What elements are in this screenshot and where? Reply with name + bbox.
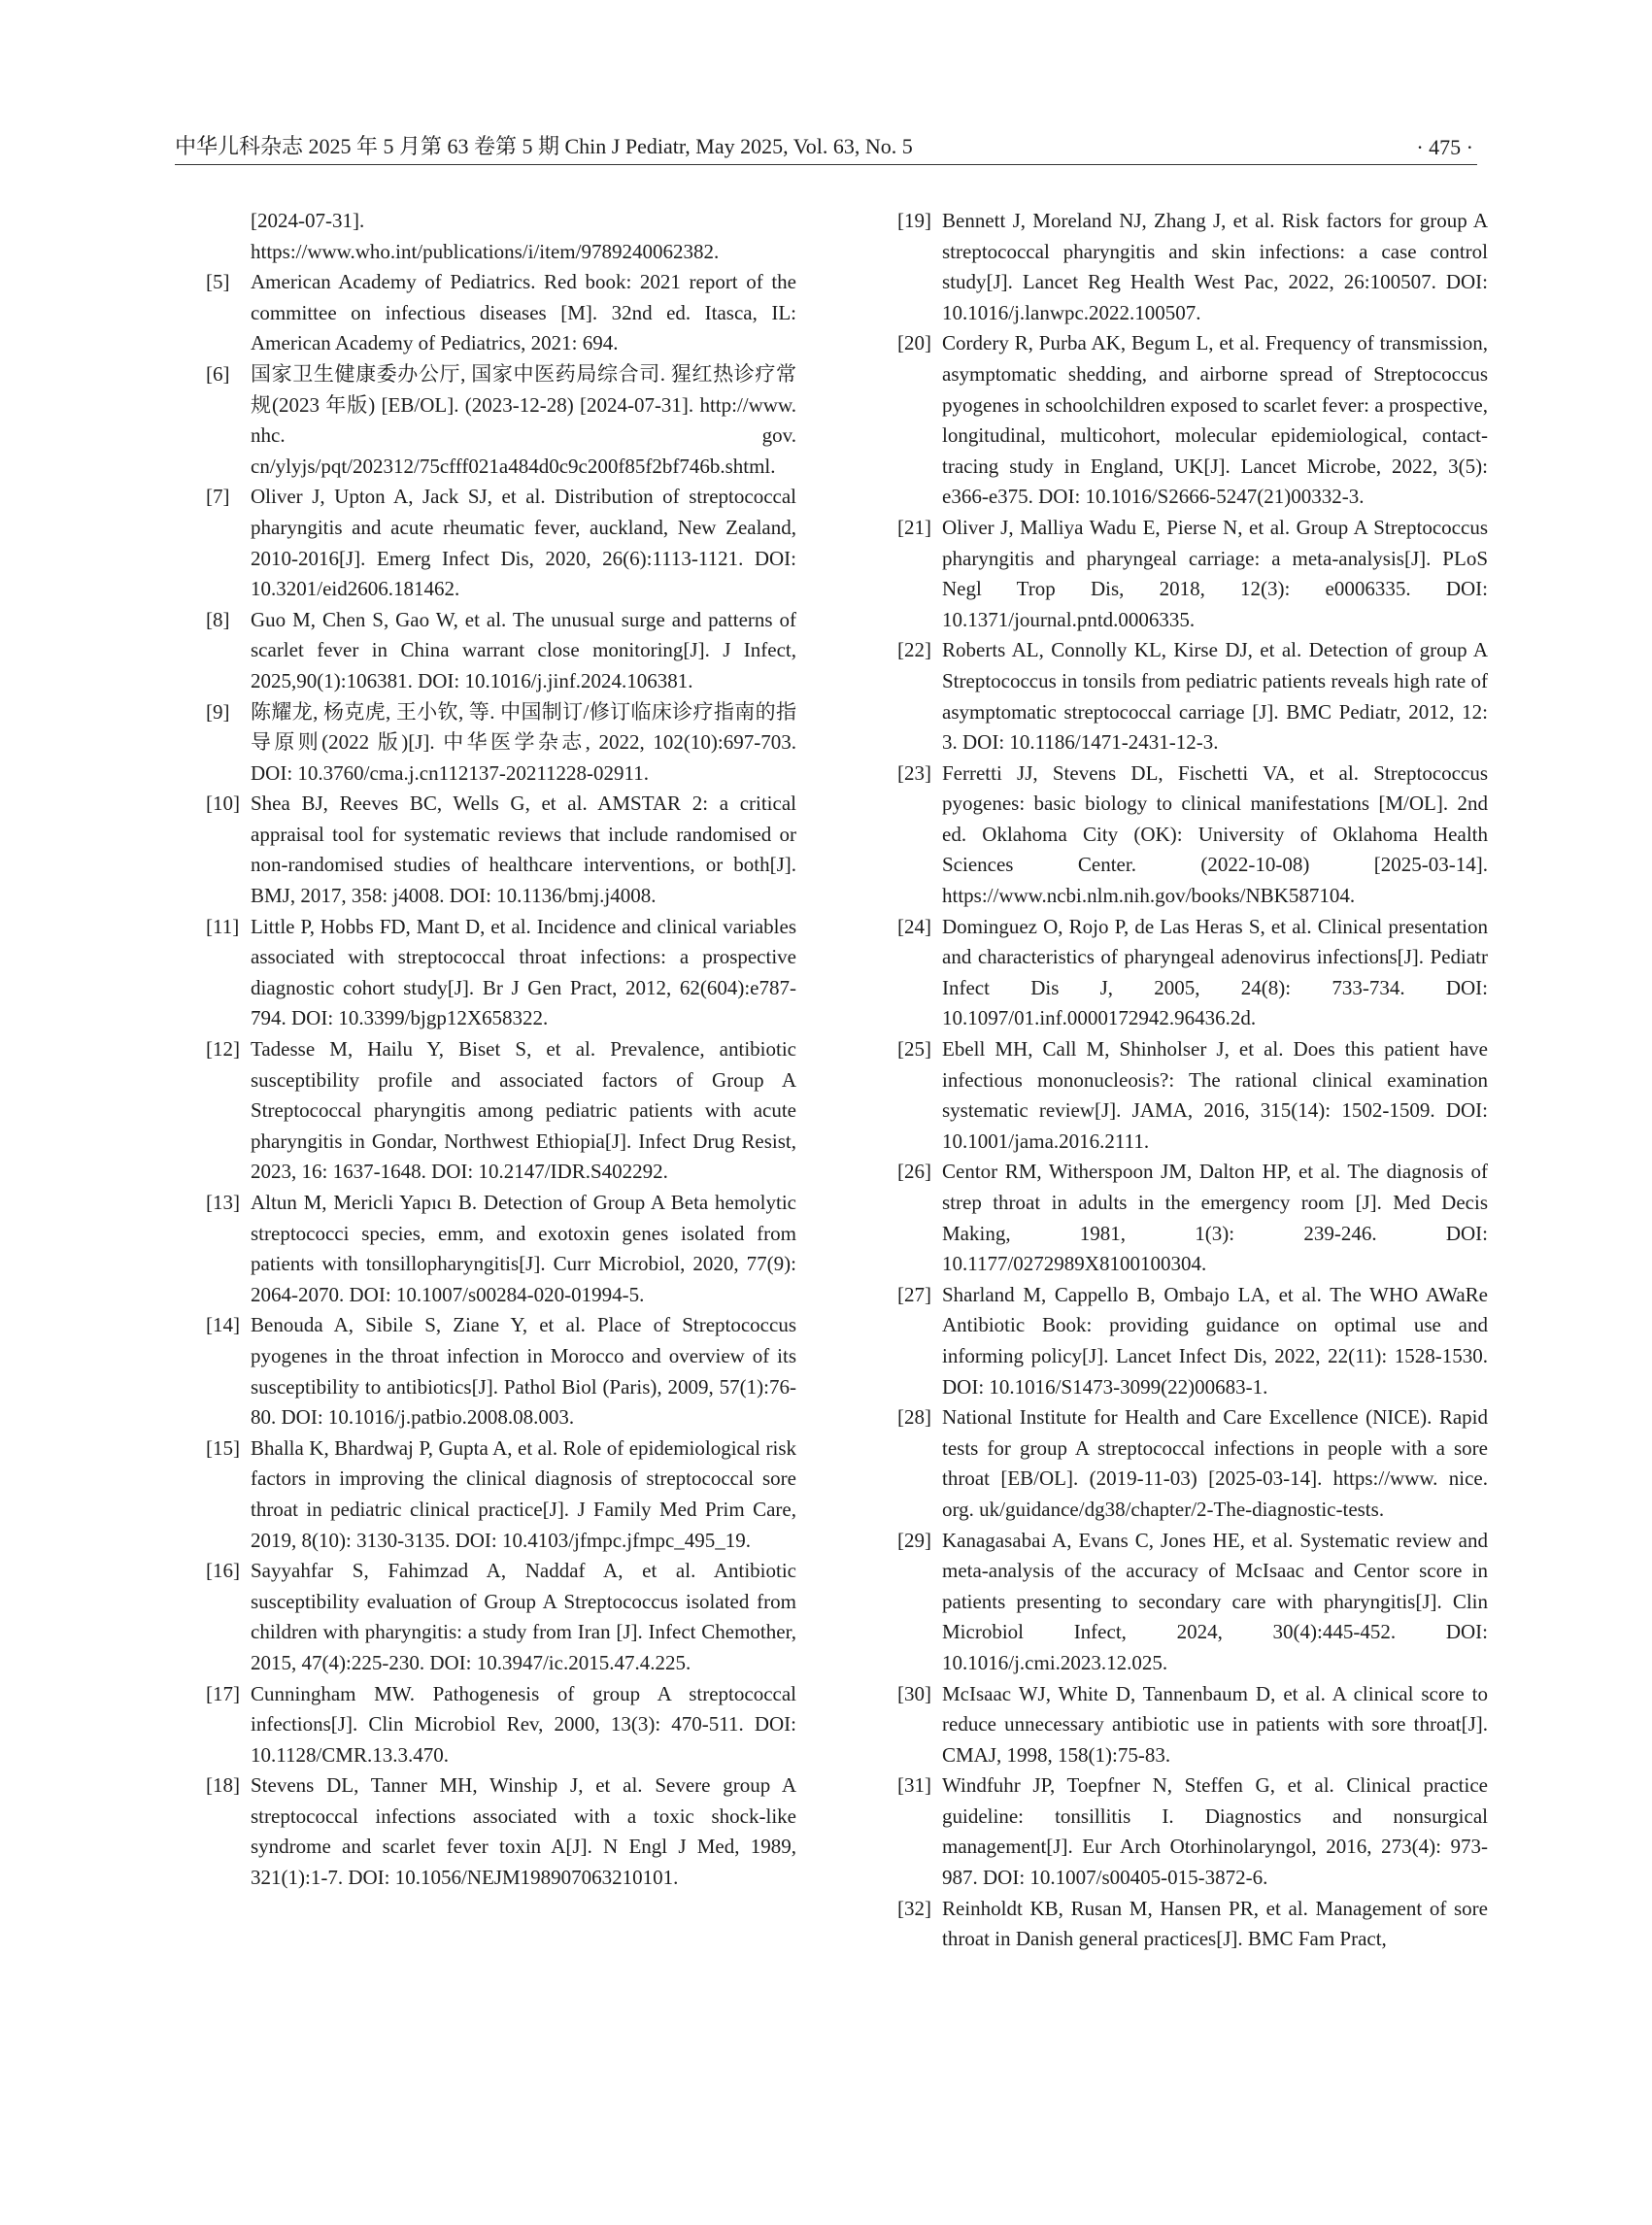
reference-item xyxy=(866,1402,1488,1525)
reference-number: [17] xyxy=(206,1681,240,1705)
reference-item xyxy=(866,1157,1488,1279)
reference-text: Bhalla K, Bhardwaj P, Gupta A, et al. Role of epidemiological risk factors in improving the clinical diagnosis of streptococcal sore throat in pediatric clinical practice[J]. J Family Med Prim Care, 2019, 8(10): 3130-3135. DOI: 10.4103/jfmpc.jfmpc_495_19. xyxy=(251,1435,796,1552)
reference-number: [14] xyxy=(206,1313,240,1337)
left-column xyxy=(175,206,796,1894)
reference-text: Dominguez O, Rojo P, de Las Heras S, et al. Clinical presentation and characteristics of pharyngeal adenovirus infections[J]. Pediatr Infect Dis J, 2005, 24(8): 733-734. DOI: 10.1097/01.inf.0000172942.96436.2d. xyxy=(942,914,1488,1030)
reference-number: [16] xyxy=(206,1559,240,1583)
reference-item xyxy=(866,1280,1488,1402)
reference-number: [28] xyxy=(897,1405,931,1430)
reference-text: 陈耀龙, 杨克虎, 王小钦, 等. 中国制订/修订临床诊疗指南的指导原则(2022 版)[J]. 中华医学杂志, 2022, 102(10):697-703. DOI: 10.3760/cma.j.cn112137-20211228-02911. xyxy=(251,699,796,785)
running-header xyxy=(175,132,1477,165)
reference-item xyxy=(175,605,796,697)
reference-number: [23] xyxy=(897,760,931,785)
reference-text: Kanagasabai A, Evans C, Jones HE, et al. Systematic review and meta-analysis of the accuracy of McIsaac and Centor score in patients presenting to secondary care with pharyngitis[J]. Clin Microbiol Infect, 2024, 30(4):445-452. DOI: 10.1016/j.cmi.2023.12.025. xyxy=(942,1528,1488,1674)
reference-number: [26] xyxy=(897,1160,931,1184)
reference-number: [15] xyxy=(206,1435,240,1460)
reference-number: [25] xyxy=(897,1037,931,1062)
reference-number: [20] xyxy=(897,331,931,355)
reference-item xyxy=(175,1034,796,1188)
reference-text: Sharland M, Cappello B, Ombajo LA, et al. The WHO AWaRe Antibiotic Book: providing guidance on optimal use and informing policy[J]. Lancet Infect Dis, 2022, 22(11): 1528-1530. DOI: 10.1016/S1473-3099(22)00683-1. xyxy=(942,1282,1488,1399)
reference-text: Benouda A, Sibile S, Ziane Y, et al. Place of Streptococcus pyogenes in the throat infection in Morocco and overview of its susceptibility to antibiotics[J]. Pathol Biol (Paris), 2009, 57(1):76-80. DOI: 10.1016/j.patbio.2008.08.003. xyxy=(251,1313,796,1430)
reference-number: [21] xyxy=(897,515,931,539)
reference-text: Cunningham MW. Pathogenesis of group A streptococcal infections[J]. Clin Microbiol Rev, 2000, 13(3): 470-511. DOI: 10.1128/CMR.13.3.470. xyxy=(251,1681,796,1767)
reference-item xyxy=(175,1679,796,1771)
reference-text: Guo M, Chen S, Gao W, et al. The unusual surge and patterns of scarlet fever in China warrant close monitoring[J]. J Infect, 2025,90(1):106381. DOI: 10.1016/j.jinf.2024.106381. xyxy=(251,607,796,692)
reference-item xyxy=(175,482,796,604)
reference-continuation xyxy=(175,206,796,267)
reference-text: Ebell MH, Call M, Shinholser J, et al. Does this patient have infectious mononucleosis?: The rational clinical examination systematic review[J]. JAMA, 2016, 315(14): 1502-1509. DOI: 10.1001/jama.2016.2111. xyxy=(942,1037,1488,1153)
right-column xyxy=(866,206,1488,1955)
reference-number: [24] xyxy=(897,914,931,938)
reference-item xyxy=(866,912,1488,1034)
reference-text: Cordery R, Purba AK, Begum L, et al. Frequency of transmission, asymptomatic shedding, and airborne spread of Streptococcus pyogenes in schoolchildren exposed to scarlet fever: a prospective, longitudinal, multicohort, molecular epidemiological, contact-tracing study in England, UK[J]. Lancet Microbe, 2022, 3(5): e366-e375. DOI: 10.1016/S2666-5247(21)00332-3. xyxy=(942,331,1488,509)
reference-item xyxy=(175,1770,796,1893)
reference-text: Altun M, Mericli Yapıcı B. Detection of Group A Beta hemolytic streptococci species, emm, and exotoxin genes isolated from patients with tonsillopharyngitis[J]. Curr Microbiol, 2020, 77(9): 2064-2070. DOI: 10.1007/s00284-020-01994-5. xyxy=(251,1191,796,1306)
reference-number: [29] xyxy=(897,1528,931,1552)
reference-text: Sayyahfar S, Fahimzad A, Naddaf A, et al. Antibiotic susceptibility evaluation of Group A Streptococcus isolated from children with pharyngitis: a study from Iran [J]. Infect Chemother, 2015, 47(4):225-230. DOI: 10.3947/ic.2015.47.4.225. xyxy=(251,1559,796,1674)
journal-citation: 中华儿科杂志 2025 年 5 月第 63 卷第 5 期 Chin J Pediatr, May 2025, Vol. 63, No. 5 xyxy=(175,134,913,158)
reference-item xyxy=(866,635,1488,758)
reference-text: Oliver J, Upton A, Jack SJ, et al. Distribution of streptococcal pharyngitis and acute rheumatic fever, auckland, New Zealand, 2010-2016[J]. Emerg Infect Dis, 2020, 26(6):1113-1121. DOI: 10.3201/eid2606.181462. xyxy=(251,485,796,601)
reference-text: National Institute for Health and Care Excellence (NICE). Rapid tests for group A streptococcal infections in people with a sore throat [EB/OL]. (2019-11-03) [2025-03-14]. https://www. nice. org. uk/guidance/dg38/chapter/2-The-diagnostic-tests. xyxy=(942,1405,1488,1521)
reference-number: [11] xyxy=(206,914,240,938)
reference-number: [12] xyxy=(206,1037,240,1062)
reference-number: [13] xyxy=(206,1191,240,1214)
reference-text: Windfuhr JP, Toepfner N, Steffen G, et al. Clinical practice guideline: tonsillitis I. Diagnostics and nonsurgical management[J]. Eur Arch Otorhinolaryngol, 2016, 273(4): 973-987. DOI: 10.1007/s00405-015-3872-6. xyxy=(942,1773,1488,1890)
reference-number: [27] xyxy=(897,1282,931,1306)
reference-number: [6] xyxy=(206,361,230,386)
reference-number: [7] xyxy=(206,485,230,509)
reference-text: Centor RM, Witherspoon JM, Dalton HP, et al. The diagnosis of strep throat in adults in the emergency room [J]. Med Decis Making, 1981, 1(3): 239-246. DOI: 10.1177/0272989X8100100304. xyxy=(942,1160,1488,1276)
reference-item xyxy=(866,1770,1488,1893)
reference-number: [10] xyxy=(206,792,240,816)
reference-number: [32] xyxy=(897,1896,931,1920)
reference-item xyxy=(866,206,1488,328)
reference-item xyxy=(175,1556,796,1678)
reference-number: [31] xyxy=(897,1773,931,1798)
reference-item xyxy=(866,513,1488,635)
reference-number: [9] xyxy=(206,699,230,724)
reference-text: Shea BJ, Reeves BC, Wells G, et al. AMSTAR 2: a critical appraisal tool for systematic reviews that include randomised or non-randomised studies of healthcare interventions, or both[J]. BMJ, 2017, 358: j4008. DOI: 10.1136/bmj.j4008. xyxy=(251,792,796,908)
reference-text: Stevens DL, Tanner MH, Winship J, et al. Severe group A streptococcal infections associated with a toxic shock-like syndrome and scarlet fever toxin A[J]. N Engl J Med, 1989, 321(1):1-7. DOI: 10.1056/NEJM198907063210101. xyxy=(251,1773,796,1890)
reference-number: [30] xyxy=(897,1681,931,1705)
reference-item xyxy=(175,789,796,911)
reference-item xyxy=(866,759,1488,912)
reference-text: 国家卫生健康委办公厅, 国家中医药局综合司. 猩红热诊疗常规(2023 年版) [EB/OL]. (2023-12-28) [2024-07-31]. http://www. nhc. gov. cn/ylyjs/pqt/202312/75cfff021a484d0c9c200f85f2bf746b.shtml. xyxy=(251,361,796,478)
reference-number: [8] xyxy=(206,607,230,631)
reference-item xyxy=(175,697,796,790)
reference-item xyxy=(175,1188,796,1310)
reference-text: American Academy of Pediatrics. Red book: 2021 report of the committee on infectious diseases [M]. 32nd ed. Itasca, IL: American Academy of Pediatrics, 2021: 694. xyxy=(251,270,796,355)
reference-item xyxy=(175,359,796,482)
reference-text: Tadesse M, Hailu Y, Biset S, et al. Prevalence, antibiotic susceptibility profile and associated factors of Group A Streptococcal pharyngitis among pediatric patients with acute pharyngitis in Gondar, Northwest Ethiopia[J]. Infect Drug Resist, 2023, 16: 1637-1648. DOI: 10.2147/IDR.S402292. xyxy=(251,1037,796,1184)
reference-item xyxy=(175,1433,796,1556)
reference-item xyxy=(866,1679,1488,1771)
reference-item xyxy=(866,1526,1488,1679)
reference-text: Oliver J, Malliya Wadu E, Pierse N, et al. Group A Streptococcus pharyngitis and pharyngeal carriage: a meta-analysis[J]. PLoS Negl Trop Dis, 2018, 12(3): e0006335. DOI: 10.1371/journal.pntd.0006335. xyxy=(942,515,1488,631)
reference-item xyxy=(175,1310,796,1433)
reference-item xyxy=(866,1894,1488,1955)
reference-number: [5] xyxy=(206,270,230,294)
reference-text: Ferretti JJ, Stevens DL, Fischetti VA, et al. Streptococcus pyogenes: basic biology to clinical manifestations [M/OL]. 2nd ed. Oklahoma City (OK): University of Oklahoma Health Sciences Center. (2022-10-08) [2025-03-14]. https://www.ncbi.nlm.nih.gov/books/NBK587104. xyxy=(942,760,1488,908)
reference-text: Roberts AL, Connolly KL, Kirse DJ, et al. Detection of group A Streptococcus in tonsils from pediatric patients reveals high rate of asymptomatic streptococcal carriage [J]. BMC Pediatr, 2012, 12: 3. DOI: 10.1186/1471-2431-12-3. xyxy=(942,638,1488,755)
page-number: · 475 · xyxy=(1416,135,1473,159)
reference-number: [22] xyxy=(897,638,931,662)
reference-text: Bennett J, Moreland NJ, Zhang J, et al. Risk factors for group A streptococcal pharyngitis and skin infections: a case control study[J]. Lancet Reg Health West Pac, 2022, 26:100507. DOI: 10.1016/j.lanwpc.2022.100507. xyxy=(942,209,1488,324)
reference-item xyxy=(175,912,796,1034)
reference-text: Little P, Hobbs FD, Mant D, et al. Incidence and clinical variables associated with streptococcal throat infections: a prospective diagnostic cohort study[J]. Br J Gen Pract, 2012, 62(604):e787-794. DOI: 10.3399/bjgp12X658322. xyxy=(251,914,796,1030)
reference-text: McIsaac WJ, White D, Tannenbaum D, et al. A clinical score to reduce unnecessary antibiotic use in patients with sore throat[J]. CMAJ, 1998, 158(1):75-83. xyxy=(942,1681,1488,1767)
reference-text: Reinholdt KB, Rusan M, Hansen PR, et al. Management of sore throat in Danish general practices[J]. BMC Fam Pract, xyxy=(942,1896,1488,1951)
reference-number: [19] xyxy=(897,209,931,232)
reference-number: [18] xyxy=(206,1773,240,1798)
reference-text: [2024-07-31]. https://www.who.int/publications/i/item/9789240062382. xyxy=(251,209,720,263)
reference-item xyxy=(866,1034,1488,1157)
reference-item xyxy=(866,328,1488,513)
reference-item xyxy=(175,267,796,359)
